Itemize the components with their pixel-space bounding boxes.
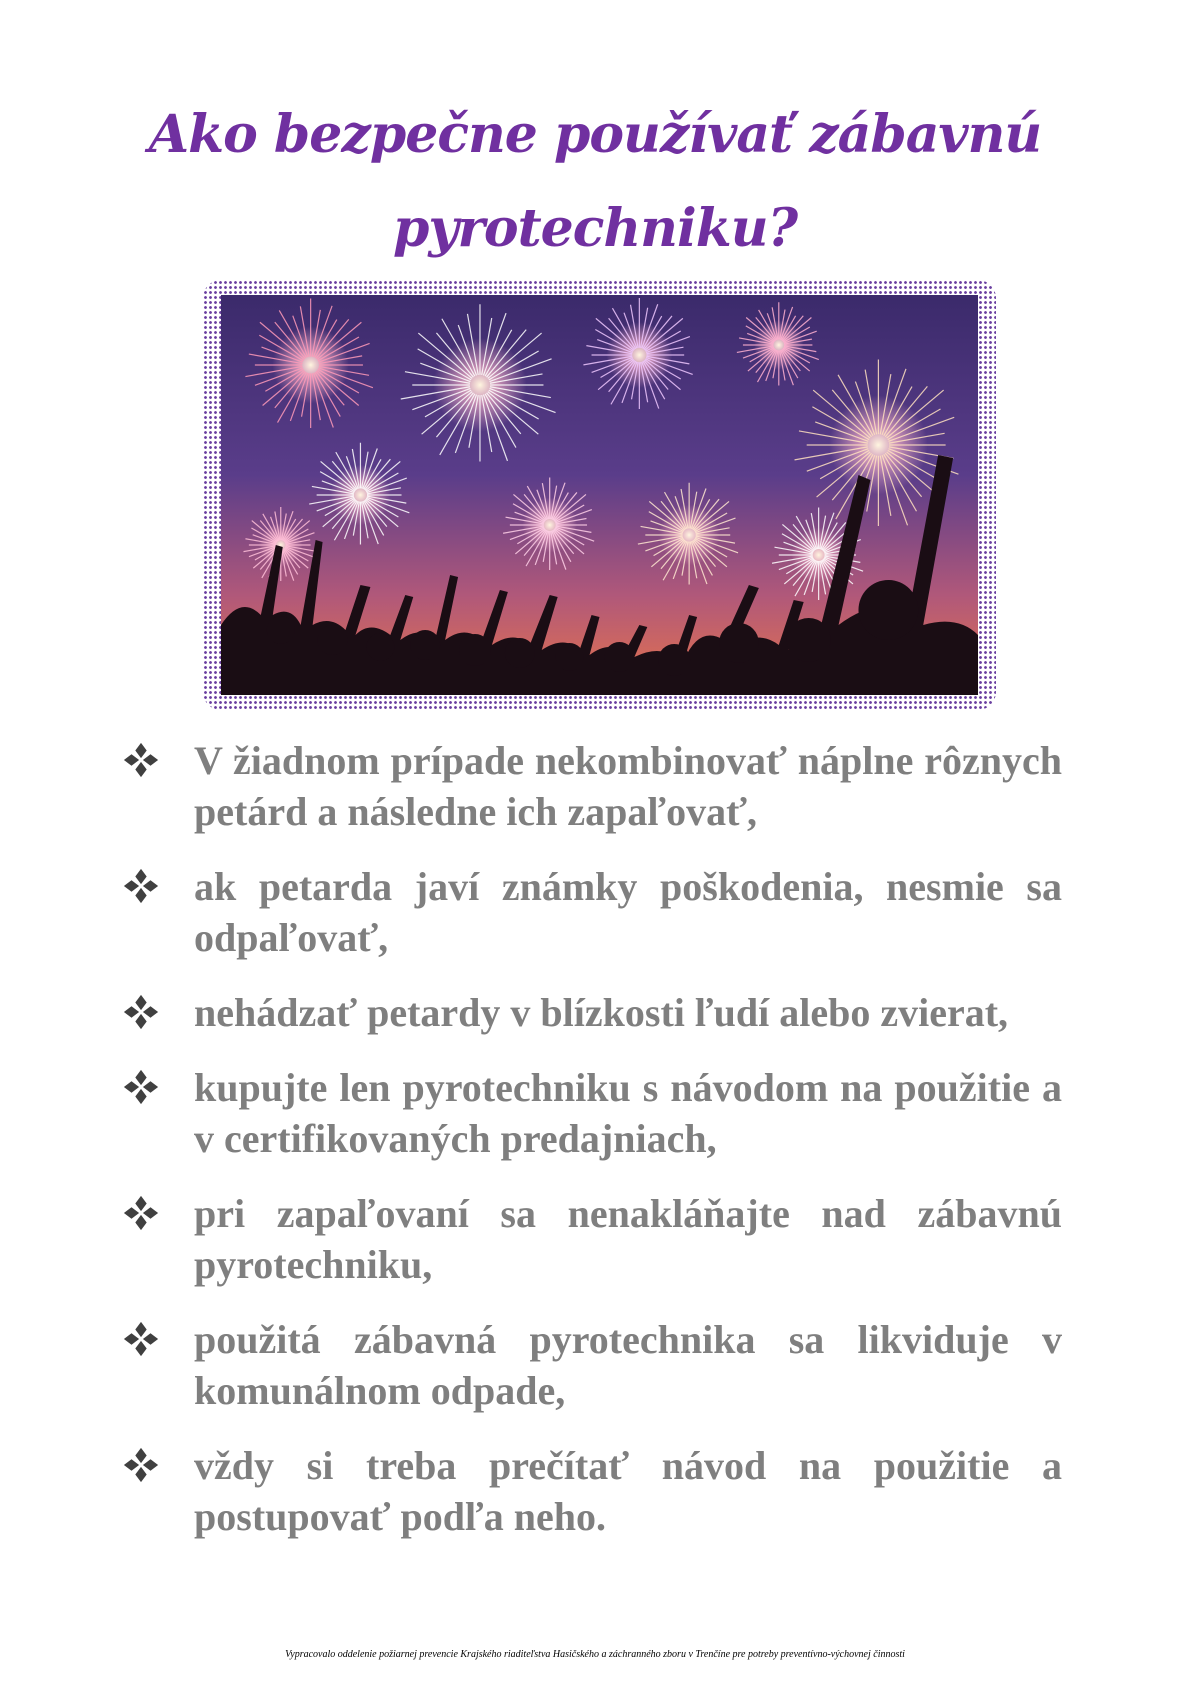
list-item — [122, 1440, 1062, 1542]
rule-text: použitá zábavná pyrotechnika sa likviduje v komunálnom odpade, — [194, 1317, 1062, 1413]
poster-title — [0, 88, 1190, 276]
poster-title-line-1: Ako bezpečne používať zábavnú — [148, 104, 1042, 165]
rule-text: kupujte len pyrotechniku s návodom na použitie a v certifikovaných predajniach, — [194, 1065, 1062, 1161]
list-item — [122, 1062, 1062, 1164]
diamond-bullet-icon — [122, 741, 160, 779]
footer-credit: Vypracovalo oddelenie požiarnej prevencie Krajského riaditeľstva Hasičského a záchranného zboru v Trenčíne pre potreby preventívno-výchovnej činnosti — [285, 1649, 905, 1660]
diamond-bullet-icon — [122, 867, 160, 905]
rule-text: pri zapaľovaní sa nenakláňajte nad zábavnú pyrotechniku, — [194, 1191, 1062, 1287]
poster-title-line-2: pyrotechniku? — [392, 198, 798, 259]
list-item — [122, 1188, 1062, 1290]
diamond-bullet-icon — [122, 1320, 160, 1358]
diamond-bullet-icon — [122, 1446, 160, 1484]
rule-text: V žiadnom prípade nekombinovať náplne rôznych petárd a následne ich zapaľovať, — [194, 738, 1062, 834]
fireworks-photo — [221, 295, 978, 695]
rule-text: nehádzať petardy v blízkosti ľudí alebo zvierat, — [194, 990, 1009, 1035]
diamond-bullet-icon — [122, 1068, 160, 1106]
diamond-bullet-icon — [122, 993, 160, 1031]
fireworks-photo-frame — [203, 280, 996, 710]
list-item — [122, 861, 1062, 963]
list-item — [122, 735, 1062, 837]
safety-rules-list — [122, 735, 1062, 1566]
list-item — [122, 987, 1062, 1038]
rule-text: vždy si treba prečítať návod na použitie a postupovať podľa neho. — [194, 1443, 1062, 1539]
diamond-bullet-icon — [122, 1194, 160, 1232]
list-item — [122, 1314, 1062, 1416]
rule-text: ak petarda javí známky poškodenia, nesmie sa odpaľovať, — [194, 864, 1062, 960]
